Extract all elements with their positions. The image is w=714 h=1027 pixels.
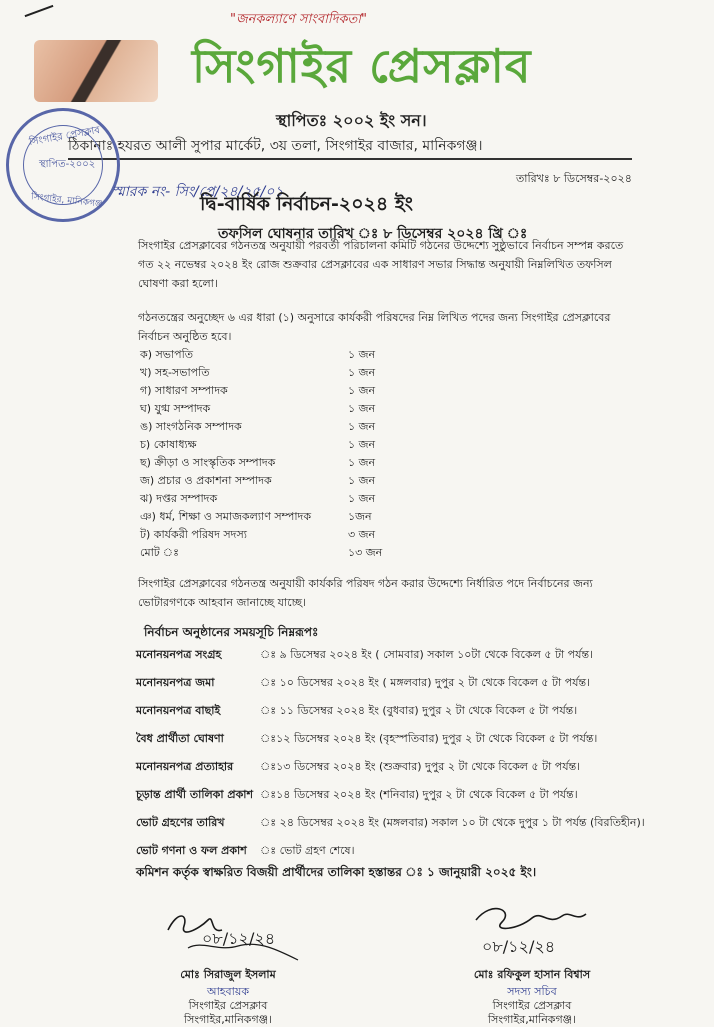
post-label: ঙ) সাংগঠনিক সম্পাদক <box>140 420 242 433</box>
signature-member-secretary <box>452 900 612 1027</box>
convener-name: মোঃ সিরাজুল ইসলাম <box>180 968 276 981</box>
schedule-label: মনোনয়নপত্র সংগ্রহ <box>136 648 222 661</box>
schedule-label: চূড়ান্ত প্রার্থী তালিকা প্রকাশ <box>136 788 253 801</box>
schedule-label: ভোট গ্রহণের তারিখ <box>136 816 225 829</box>
motto: "জনকল্যাণে সাংবাদিকতা" <box>230 12 368 27</box>
schedule-row <box>136 808 696 836</box>
schedule-label: মনোনয়নপত্র বাছাই <box>136 704 221 717</box>
post-count: ১ জন <box>348 420 376 433</box>
post-count: ১ জন <box>348 384 376 397</box>
signature-scribble-icon <box>452 900 612 966</box>
secretary-place: সিংগাইর,মানিকগঞ্জ। <box>487 1013 577 1026</box>
schedule-row <box>136 836 696 864</box>
convener-role: আহবায়ক <box>206 985 250 998</box>
schedule-value: ঃ ১০ ডিসেম্বর ২০২৪ ইং ( মঙ্গলবার) দুপুর ২ টা থেকে বিকেল ৫ টা পর্যন্ত। <box>260 676 591 689</box>
list-item-total <box>140 544 440 562</box>
schedule-label: বৈধ প্রার্থীতা ঘোষণা <box>136 732 224 745</box>
schedule-row <box>136 752 696 780</box>
memo-reference: স্মারক নং- সিং/প্রে/২৪/২৫/০১ <box>112 184 284 200</box>
address: ঠিকানাঃ হযরত আলী সুপার মার্কেট, ৩য় তলা, সিংগাইর বাজার, মানিকগঞ্জ। <box>68 138 483 154</box>
schedule-announce-date: তফসিল ঘোষনার তারিখ ঃ ৮ ডিসেম্বর ২০২৪ খ্রি ঃ <box>218 226 528 242</box>
post-count: ১ জন <box>348 492 376 505</box>
list-item <box>140 436 440 454</box>
post-count: ১ জন <box>348 438 376 451</box>
secretary-name: মোঃ রফিকুল হাসান বিশ্বাস <box>473 968 591 981</box>
pen-mark <box>25 5 54 17</box>
post-label: ক) সভাপতি <box>140 348 194 361</box>
post-count: ১ জন <box>348 402 376 415</box>
club-name: সিংগাইর প্রেসক্লাব <box>192 39 532 93</box>
schedule-value: ঃ ভোট গ্রহণ শেষে। <box>260 844 355 857</box>
posts-intro-paragraph: গঠনতন্ত্রের অনুচ্ছেদ ৬ এর ধারা (১) অনুসারে কার্যকরী পরিষদের নিম্ন লিখিত পদের জন্য সিংগাইর প্রেসক্লাবের নির্বাচন অনুষ্ঠিত হবে। <box>138 311 611 343</box>
post-label: ঘ) যুগ্ম সম্পাদক <box>140 402 211 415</box>
list-item <box>140 382 440 400</box>
signature-date: ০৮/১২/২৪ <box>202 929 276 948</box>
schedule-value: ঃ১২ ডিসেম্বর ২০২৪ ইং (বৃহস্পতিবার) দুপুর ২ টা থেকে বিকেল ৫ টা পর্যন্ত। <box>260 732 598 745</box>
schedule-row <box>136 668 696 696</box>
secretary-org: সিংগাইর প্রেসক্লাব <box>492 999 572 1012</box>
schedule-label: মনোনয়নপত্র প্রত্যাহার <box>136 760 234 773</box>
list-item <box>140 364 440 382</box>
commission-handover: কমিশন কর্তৃক স্বাক্ষরিত বিজয়ী প্রার্থীদের তালিকা হস্তান্তর ঃ ১ জানুয়ারী ২০২৫ ইং। <box>136 865 537 879</box>
seal-top-text: সিংগাইর প্রেসক্লাব <box>28 124 101 149</box>
document-title: দ্বি-বার্ষিক নির্বাচন-২০২৪ ইং <box>200 193 413 215</box>
posts-list <box>140 346 440 562</box>
post-label: মোট ঃ <box>140 546 179 559</box>
post-count: ১জন <box>348 510 372 523</box>
list-item <box>140 400 440 418</box>
schedule-row <box>136 640 696 668</box>
post-count: ১ জন <box>348 456 376 469</box>
signature-date: ০৮/১২/২৪ <box>482 937 556 956</box>
post-label: ট) কার্যকরী পরিষদ সদস্য <box>140 528 247 541</box>
post-label: ঞ) ধর্ম, শিক্ষা ও সমাজকল্যাণ সম্পাদক <box>140 510 312 523</box>
list-item <box>140 508 440 526</box>
schedule-row <box>136 780 696 808</box>
post-count: ৩ জন <box>348 528 376 541</box>
post-count: ১ জন <box>348 366 376 379</box>
schedule-value: ঃ ২৪ ডিসেম্বর ২০২৪ ইং (মঙ্গলবার) সকাল ১০ টা থেকে দুপুর ১ টা পর্যন্ত (বিরতিহীন)। <box>260 816 645 829</box>
seal-mid-text: স্থাপিত-২০০২ <box>39 159 96 170</box>
schedule-value: ঃ১৪ ডিসেম্বর ২০২৪ ইং (শনিবার) দুপুর ২ টা থেকে বিকেল ৫ টা পর্যন্ত। <box>260 788 578 801</box>
signature-convener <box>148 900 308 1027</box>
list-item <box>140 526 440 544</box>
schedule-value: ঃ১৩ ডিসেম্বর ২০২৪ ইং (শুক্রবার) দুপুর ২ টা থেকে বিকেল ৫ টা পর্যন্ত। <box>260 760 581 773</box>
post-label: ঝ) দপ্তর সম্পাদক <box>140 492 218 505</box>
schedule-list <box>136 640 696 864</box>
header-divider <box>68 158 632 160</box>
post-count: ১ জন <box>348 474 376 487</box>
established-year: স্থাপিতঃ ২০০২ ইং সন। <box>276 111 427 130</box>
list-item <box>140 454 440 472</box>
list-item <box>140 418 440 436</box>
post-label: জ) প্রচার ও প্রকাশনা সম্পাদক <box>140 474 272 487</box>
schedule-value: ঃ ৯ ডিসেম্বর ২০২৪ ইং ( সোমবার) সকাল ১০টা থেকে বিকেল ৫ টা পর্যন্ত। <box>260 648 593 661</box>
intro-paragraph: সিংগাইর প্রেসক্লাবের গঠনতন্ত্র অনুযায়ী পরবর্তী পরিচালনা কমিটি গঠনের উদ্দেশ্যে সুষ্ঠুভাবে নির্বাচন সম্পন্ন করতে গত ২২ নভেম্বর ২০২৪ ইং রোজ শুক্রবার প্রেসক্লাবের এক সাধারণ সভার সিদ্ধান্ত অনুযায়ী নিম্নলিখিত তফসিল ঘোষণা করা হলো। <box>138 239 624 290</box>
schedule-label: মনোনয়নপত্র জমা <box>136 676 215 689</box>
schedule-row <box>136 724 696 752</box>
signature-scribble-icon <box>148 900 308 966</box>
schedule-label: ভোট গণনা ও ফল প্রকাশ <box>136 844 247 857</box>
post-label: গ) সাধারণ সম্পাদক <box>140 384 228 397</box>
list-item <box>140 346 440 364</box>
club-seal-stamp <box>6 108 120 222</box>
pen-hand-logo-icon <box>34 40 158 102</box>
memo-date: তারিখঃ ৮ ডিসেম্বর-২০২৪ <box>516 172 632 185</box>
convener-org: সিংগাইর প্রেসক্লাব <box>188 999 268 1012</box>
schedule-row <box>136 696 696 724</box>
call-voters-paragraph: সিংগাইর প্রেসক্লাবের গঠনতন্ত্র অনুযায়ী কার্যকরি পরিষদ গঠন করার উদ্দেশ্যে নির্ধারিত পদে নির্বাচনের জন্য ভোটারগণকে আহবান জানাচ্ছে যাচ্ছে। <box>138 577 593 609</box>
schedule-value: ঃ ১১ ডিসেম্বর ২০২৪ ইং (বুধবার) দুপুর ২ টা থেকে বিকেল ৫ টা পর্যন্ত। <box>260 704 578 717</box>
post-count: ১৩ জন <box>348 546 383 559</box>
convener-place: সিংগাইর,মানিকগঞ্জ। <box>183 1013 273 1026</box>
schedule-heading: নির্বাচন অনুষ্ঠানের সময়সূচি নিম্নরূপঃ <box>144 625 319 639</box>
post-label: খ) সহ-সভাপতি <box>140 366 210 379</box>
list-item <box>140 472 440 490</box>
seal-bottom-text: সিংগাইর, মানিকগঞ্জ <box>30 192 103 210</box>
secretary-role: সদস্য সচিব <box>507 985 557 998</box>
post-label: চ) কোষাধ্যক্ষ <box>140 438 197 451</box>
post-count: ১ জন <box>348 348 376 361</box>
list-item <box>140 490 440 508</box>
post-label: ছ) ক্রীড়া ও সাংস্কৃতিক সম্পাদক <box>140 456 276 469</box>
